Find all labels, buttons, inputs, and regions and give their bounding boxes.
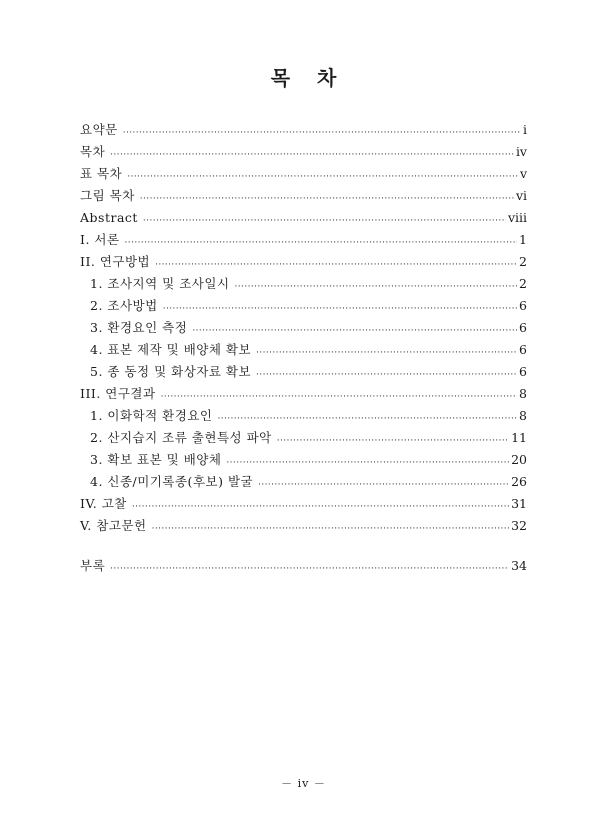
toc-entry-results[interactable] bbox=[80, 383, 527, 405]
toc-leader-dots bbox=[152, 515, 510, 537]
toc-entry-label: 목차 bbox=[80, 144, 106, 159]
toc-entry-page: viii bbox=[507, 210, 527, 225]
toc-leader-dots bbox=[155, 251, 517, 273]
toc-entry-label: 4. 표본 제작 및 배양체 확보 bbox=[90, 342, 252, 357]
toc-entry-page: 2 bbox=[519, 276, 527, 291]
toc-entry-page: 1 bbox=[519, 232, 527, 247]
toc-leader-dots bbox=[132, 493, 509, 515]
toc-entry-label: 1. 이화학적 환경요인 bbox=[90, 408, 213, 423]
toc-entry-methods-3[interactable] bbox=[80, 317, 527, 339]
toc-entry-page: 31 bbox=[511, 496, 527, 511]
toc-leader-dots bbox=[123, 119, 521, 141]
toc-entry-label: 요약문 bbox=[80, 122, 118, 137]
toc-entry-page: 8 bbox=[519, 386, 527, 401]
toc-entry-summary[interactable] bbox=[80, 119, 527, 141]
toc-entry-methods-5[interactable] bbox=[80, 361, 527, 383]
toc-entry-page: 20 bbox=[511, 452, 527, 467]
toc-entry-page: 6 bbox=[519, 320, 527, 335]
toc-leader-dots bbox=[143, 207, 506, 229]
toc-entry-page: i bbox=[523, 122, 527, 137]
toc-leader-dots bbox=[277, 427, 509, 449]
toc-leader-dots bbox=[110, 555, 509, 577]
toc-entry-discussion[interactable] bbox=[80, 493, 527, 515]
toc-entry-label: 4. 신종/미기록종(후보) 발굴 bbox=[90, 474, 254, 489]
toc-entry-label: 5. 종 동정 및 화상자료 확보 bbox=[90, 364, 252, 379]
toc-entry-label: II. 연구방법 bbox=[80, 254, 151, 269]
toc-entry-page: iv bbox=[515, 144, 527, 159]
toc-leader-dots bbox=[256, 361, 517, 383]
toc-entry-methods-2[interactable] bbox=[80, 295, 527, 317]
toc-entry-methods-4[interactable] bbox=[80, 339, 527, 361]
toc-entry-label: 표 목차 bbox=[80, 166, 123, 181]
toc-entry-label: 3. 환경요인 측정 bbox=[90, 320, 188, 335]
toc-entry-contents[interactable] bbox=[80, 141, 527, 163]
toc-entry-label: III. 연구결과 bbox=[80, 386, 156, 401]
toc-entry-references[interactable] bbox=[80, 515, 527, 537]
toc-leader-dots bbox=[110, 141, 514, 163]
toc-leader-dots bbox=[161, 383, 517, 405]
toc-entry-results-1[interactable] bbox=[80, 405, 527, 427]
toc-entry-label: 1. 조사지역 및 조사일시 bbox=[90, 276, 230, 291]
toc-entry-page: 6 bbox=[519, 298, 527, 313]
toc-entry-page: vi bbox=[515, 188, 527, 203]
table-of-contents bbox=[80, 119, 527, 577]
toc-leader-dots bbox=[192, 317, 517, 339]
toc-entry-abstract[interactable] bbox=[80, 207, 527, 229]
toc-entry-introduction[interactable] bbox=[80, 229, 527, 251]
toc-entry-page: 34 bbox=[511, 558, 527, 573]
toc-leader-dots bbox=[256, 339, 517, 361]
toc-entry-page: 6 bbox=[519, 342, 527, 357]
toc-entry-label: 3. 확보 표본 및 배양체 bbox=[90, 452, 222, 467]
toc-entry-label: 2. 조사방법 bbox=[90, 298, 158, 313]
toc-leader-dots bbox=[163, 295, 517, 317]
page-number-footer: － iv － bbox=[281, 777, 326, 790]
toc-entry-page: 11 bbox=[511, 430, 527, 445]
toc-entry-label: 부록 bbox=[80, 558, 106, 573]
toc-entry-list-of-tables[interactable] bbox=[80, 163, 527, 185]
toc-entry-label: I. 서론 bbox=[80, 232, 120, 247]
toc-entry-page: 32 bbox=[511, 518, 527, 533]
toc-leader-dots bbox=[125, 229, 518, 251]
toc-leader-dots bbox=[127, 163, 518, 185]
toc-entry-label: Abstract bbox=[80, 210, 138, 225]
toc-entry-label: 그림 목차 bbox=[80, 188, 135, 203]
toc-entry-list-of-figures[interactable] bbox=[80, 185, 527, 207]
toc-entry-page: 8 bbox=[519, 408, 527, 423]
toc-entry-label: IV. 고찰 bbox=[80, 496, 127, 511]
toc-entry-label: V. 참고문헌 bbox=[80, 518, 147, 533]
toc-entry-methods[interactable] bbox=[80, 251, 527, 273]
toc-entry-results-4[interactable] bbox=[80, 471, 527, 493]
toc-entry-page: v bbox=[519, 166, 527, 181]
toc-leader-dots bbox=[140, 185, 514, 207]
toc-entry-page: 2 bbox=[519, 254, 527, 269]
toc-leader-dots bbox=[235, 273, 518, 295]
toc-entry-results-2[interactable] bbox=[80, 427, 527, 449]
toc-leader-dots bbox=[258, 471, 509, 493]
toc-leader-dots bbox=[226, 449, 509, 471]
toc-entry-results-3[interactable] bbox=[80, 449, 527, 471]
toc-leader-dots bbox=[217, 405, 517, 427]
toc-entry-page: 26 bbox=[511, 474, 527, 489]
toc-entry-appendix[interactable] bbox=[80, 555, 527, 577]
page-title: 목 차 bbox=[270, 66, 347, 90]
toc-entry-label: 2. 산지습지 조류 출현특성 파악 bbox=[90, 430, 272, 445]
toc-entry-methods-1[interactable] bbox=[80, 273, 527, 295]
toc-entry-page: 6 bbox=[519, 364, 527, 379]
